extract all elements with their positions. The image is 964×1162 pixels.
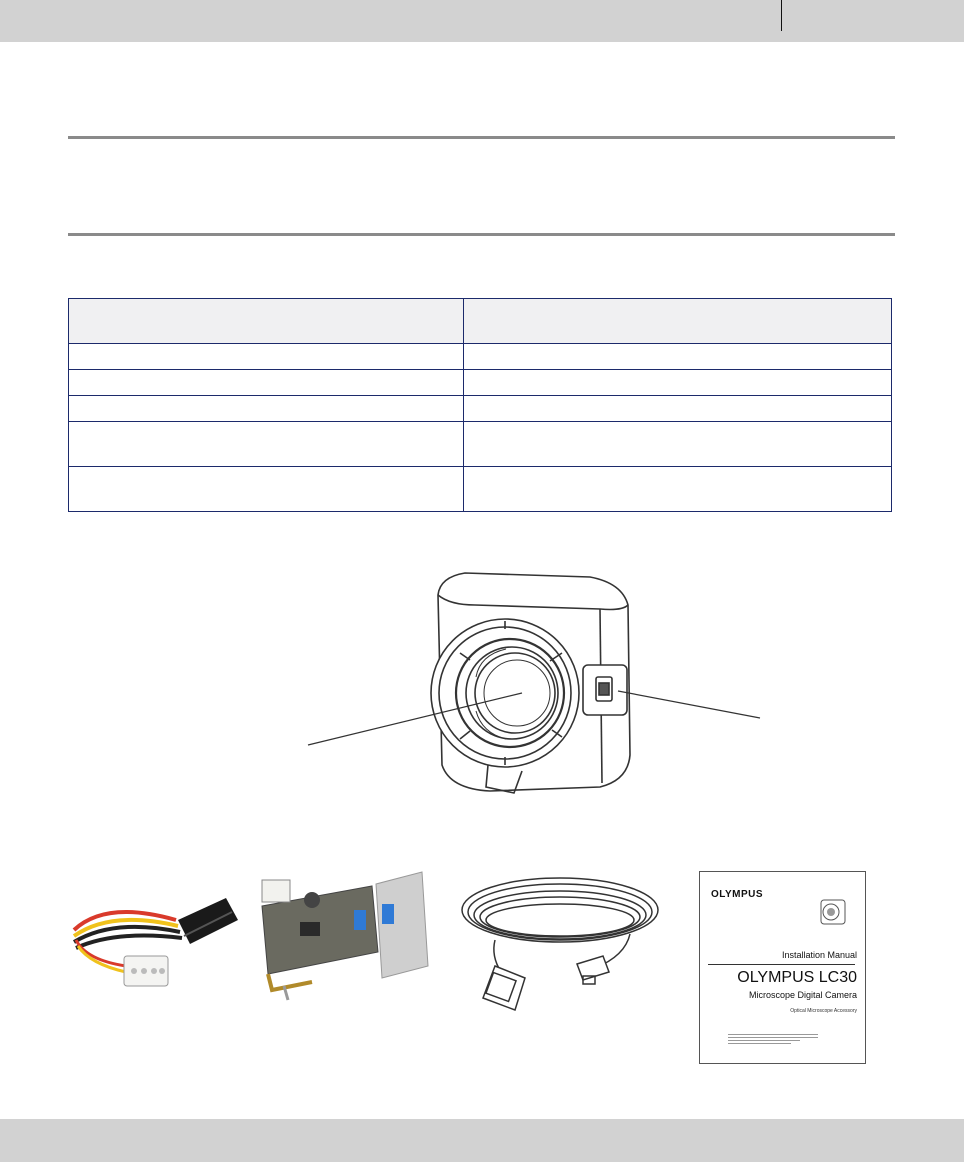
table-cell: [464, 344, 892, 370]
table-row: [69, 467, 892, 512]
table-cell: [69, 467, 464, 512]
table-cell: [464, 370, 892, 396]
manual-fine-print: [728, 1032, 818, 1046]
table-cell: [464, 422, 892, 467]
crop-mark-top: [781, 0, 782, 31]
table-cell: [69, 344, 464, 370]
footer-bar: [0, 1119, 964, 1162]
table-cell: [464, 467, 892, 512]
table-header-cell: [69, 299, 464, 344]
package-contents-table: [68, 298, 892, 512]
table-cell: [69, 396, 464, 422]
manual-title: OLYMPUS LC30: [737, 969, 857, 986]
table-cell: [69, 422, 464, 467]
manual-divider: [708, 964, 855, 965]
table-cell: [69, 370, 464, 396]
table-row: [69, 370, 892, 396]
table-cell: [464, 396, 892, 422]
manual-camera-thumbnail: [817, 896, 849, 928]
usb3-pcie-card-icon: [252, 866, 432, 1004]
manual-category: Optical Microscope Accessory: [790, 1008, 857, 1014]
manual-product: Microscope Digital Camera: [748, 990, 857, 1000]
power-cable-icon: [66, 880, 246, 990]
camera-illustration: [300, 565, 770, 795]
section-rule-top: [68, 136, 895, 139]
table-row: [69, 344, 892, 370]
table-row: [69, 396, 892, 422]
manual-subtitle: Installation Manual: [781, 950, 857, 960]
table-row: [69, 422, 892, 467]
installation-manual-cover: [699, 871, 866, 1064]
table-header-row: [69, 299, 892, 344]
header-bar: [0, 0, 964, 42]
manual-brand: OLYMPUS: [711, 889, 764, 900]
table-header-cell: [464, 299, 892, 344]
section-rule-bottom: [68, 233, 895, 236]
usb-cable-icon: [455, 860, 665, 1020]
